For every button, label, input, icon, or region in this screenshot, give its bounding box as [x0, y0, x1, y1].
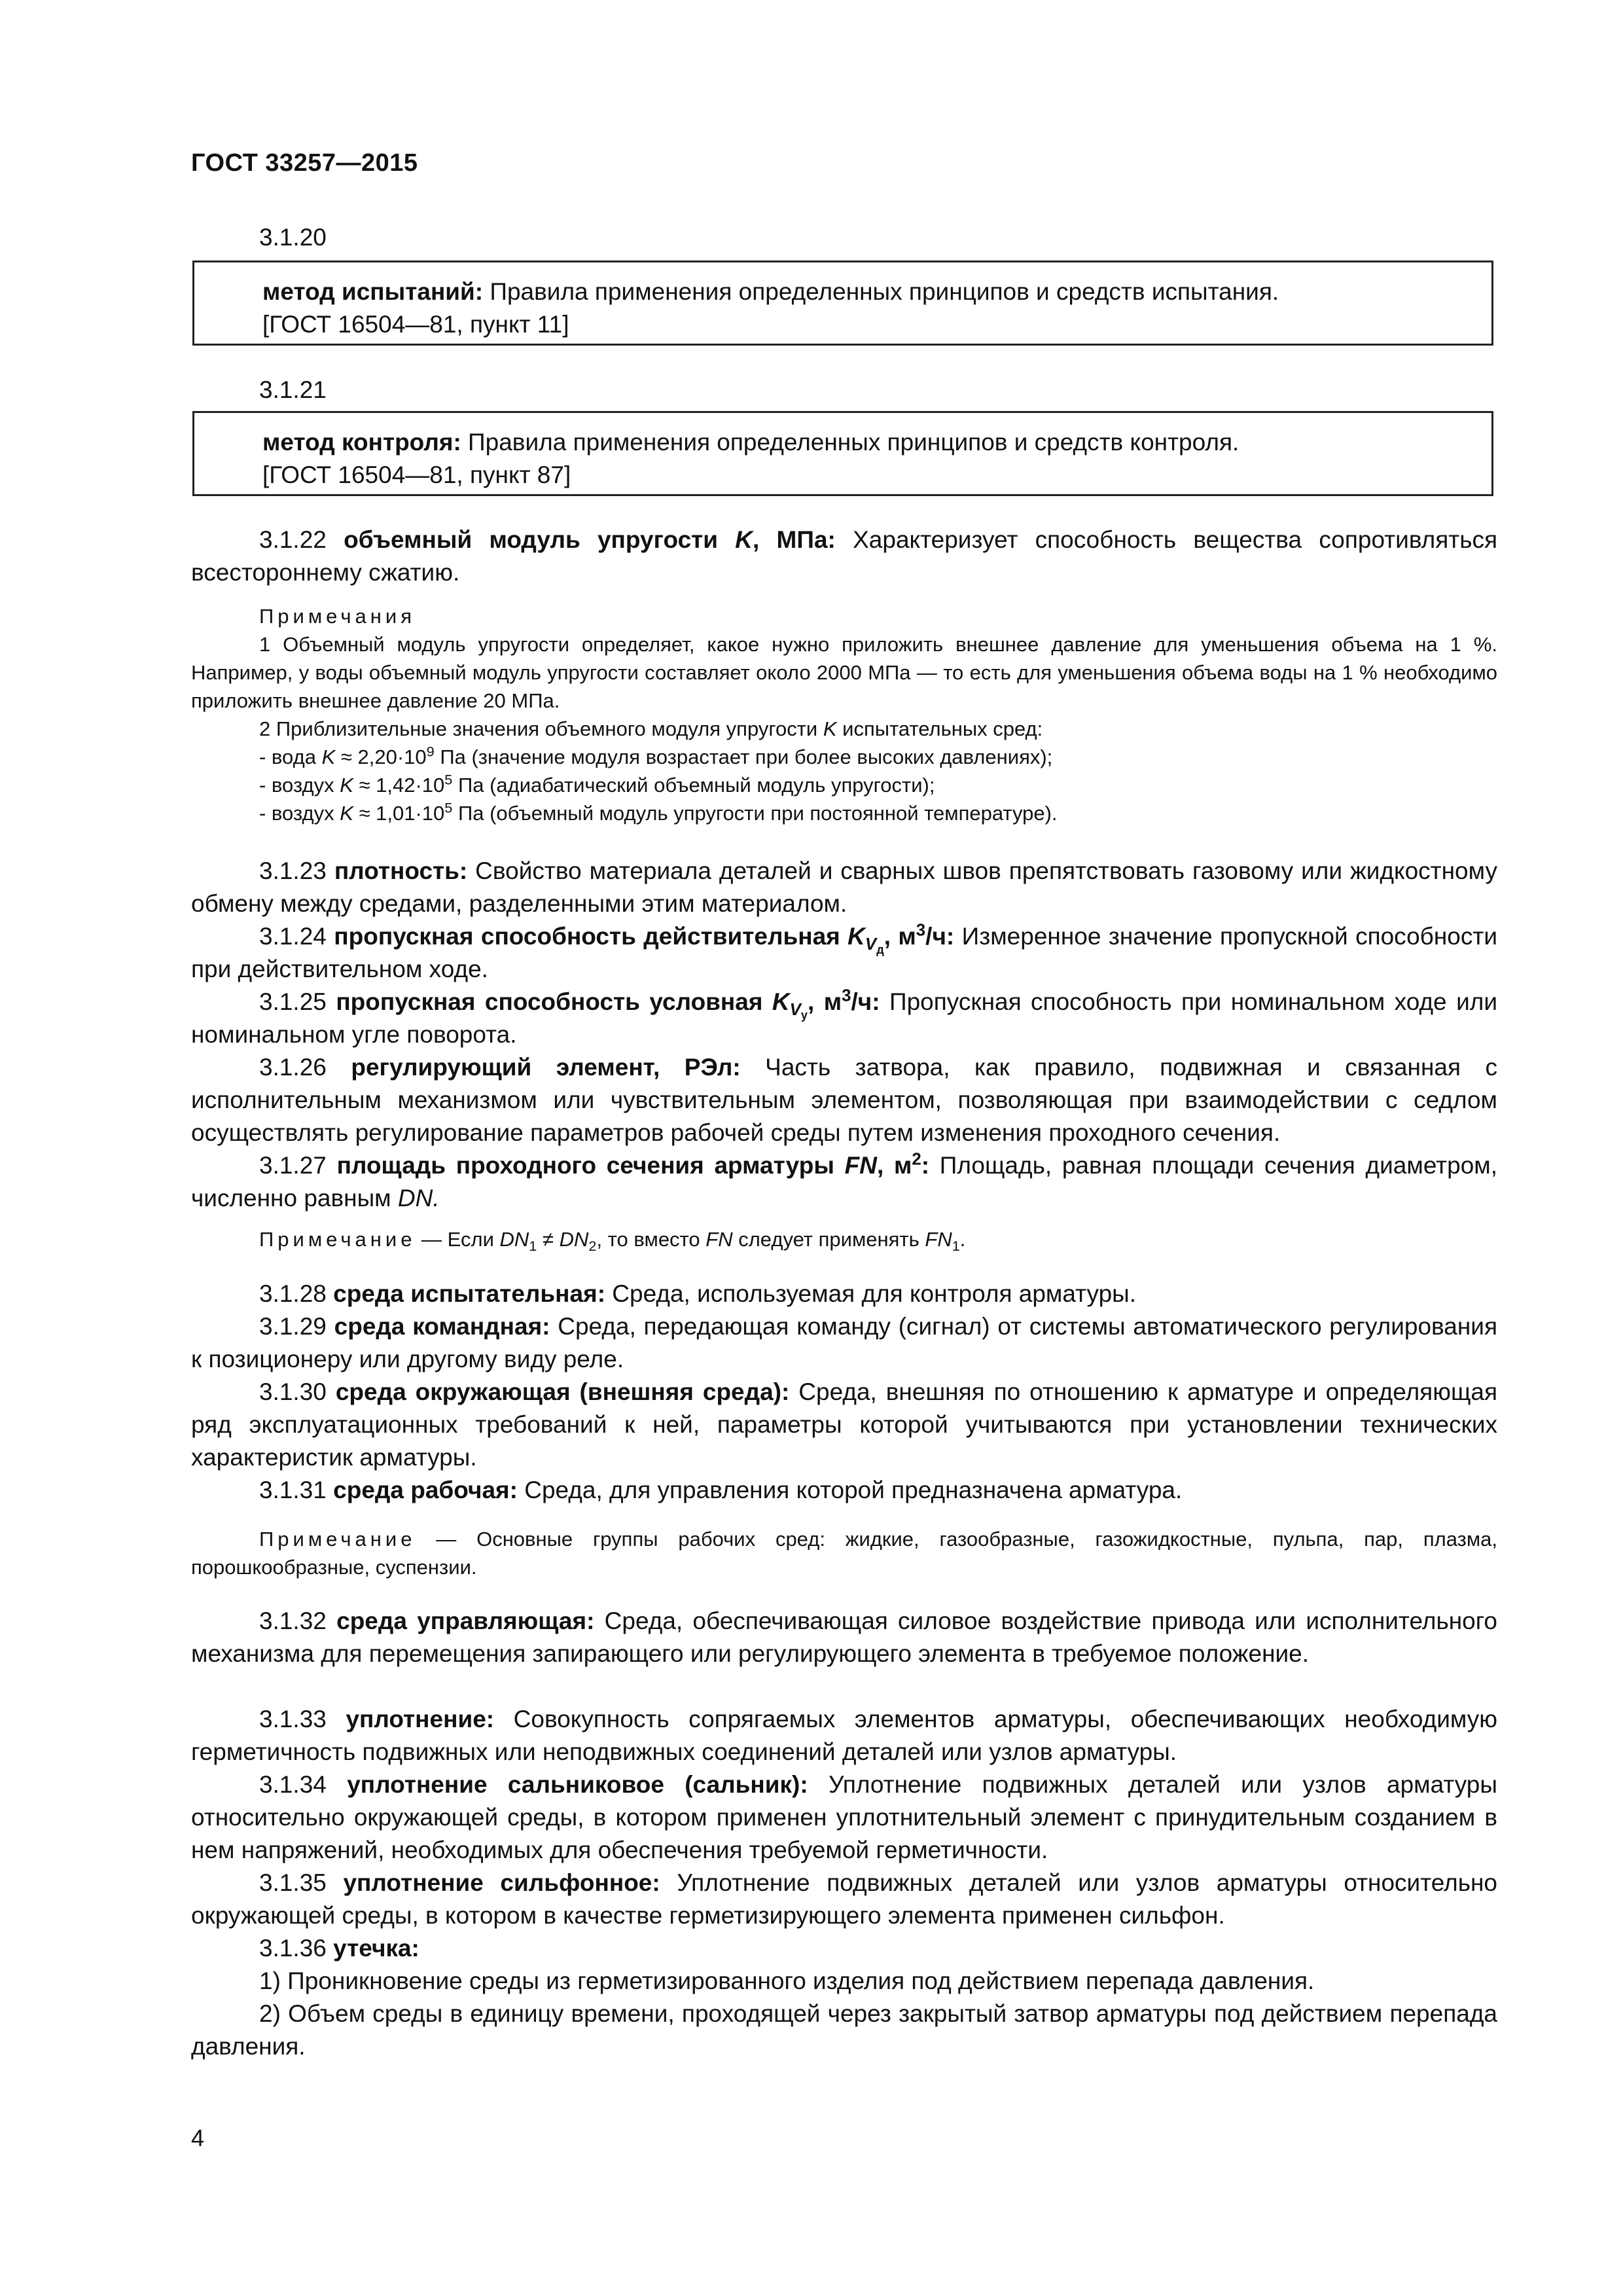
term-paragraph — [191, 1867, 1497, 1932]
term-title: уплотнение: — [346, 1706, 495, 1732]
note-list-item: - воздух $K \approx 1,42\cdot 10^5$ Па (адиабатический объемный модуль упругости); — [259, 771, 935, 797]
term-paragraph: 3.1.27 площадь проходного сечения арматуры FN, $м^2$: Площадь, равная площади сечения диаметром, численно равным DN. — [191, 1150, 1497, 1211]
document-header: ГОСТ 33257—2015 — [191, 149, 418, 177]
term-title: среда окружающая (внешняя среда): — [335, 1378, 790, 1405]
term-title: утечка: — [333, 1935, 419, 1962]
term-paragraph — [191, 855, 1497, 920]
term-number: 3.1.33 — [259, 1706, 346, 1732]
term-title: площадь проходного сечения арматуры — [336, 1152, 845, 1179]
notes-heading: Примечания — [259, 605, 416, 628]
term-paragraph — [191, 1932, 1497, 1965]
term-paragraph — [191, 1051, 1497, 1149]
term-definition: Среда, для управления которой предназначена арматура. — [517, 1477, 1183, 1503]
term-box — [192, 411, 1493, 496]
term-title: регулирующий элемент, РЭл: — [351, 1054, 741, 1081]
note-list-item: - воздух $K \approx 1,01\cdot 10^5$ Па (объемный модуль упругости при постоянной температуре). — [259, 799, 1058, 825]
term-number: 3.1.25 — [259, 988, 336, 1015]
term-reference: [ГОСТ 16504—81, пункт 87] — [262, 461, 571, 488]
term-title: уплотнение сальниковое (сальник): — [347, 1771, 808, 1798]
term-title: уплотнение сильфонное: — [343, 1869, 660, 1896]
term-title: объемный модуль упругости — [344, 526, 736, 553]
term-number: 3.1.35 — [259, 1869, 344, 1896]
notes-block — [191, 602, 1497, 827]
term-definition: Уплотнение подвижных деталей или узлов арматуры относительно окружающей среды, в котором применен уплотнительный элемент с принудительным созданием в нем напряжений, необходимых для обеспечения требуемой герметичности. — [191, 1771, 1497, 1863]
term-number: 3.1.22 — [259, 526, 344, 553]
term-title: плотность: — [334, 857, 468, 884]
term-paragraph — [191, 1474, 1497, 1507]
term-number: 3.1.34 — [259, 1771, 348, 1798]
term-definition: Характеризует способность вещества сопротивляться всестороннему сжатию. — [191, 526, 1498, 586]
term-title: пропускная способность действительная — [334, 923, 848, 950]
term-title: среда испытательная: — [333, 1280, 606, 1307]
note-item: Примечание — Если $DN_1 \ne DN_2$, то вместо FN следует применять $FN_1$. — [259, 1228, 966, 1255]
term-definition: Свойство материала деталей и сварных швов препятствовать газовому или жидкостному обмену между средами, разделенными этим материалом. — [191, 857, 1497, 917]
term-list-item: 1) Проникновение среды из герметизированного изделия под действием перепада давления. — [259, 1967, 1315, 1994]
term-number: 3.1.29 — [259, 1313, 334, 1340]
note-item: Примечание — Основные группы рабочих сред: жидкие, газообразные, газожидкостные, пульпа, пар, плазма, порошкообразные, суспензии. — [191, 1528, 1497, 1579]
term-definition: Правила применения определенных принципов и средств испытания. — [483, 278, 1279, 305]
term-paragraph — [191, 1703, 1497, 1768]
term-paragraph — [191, 1278, 1497, 1310]
term-number: 3.1.26 — [259, 1054, 351, 1081]
term-definition: Среда, обеспечивающая силовое воздействие привода или исполнительного механизма для перемещения запирающего или регулирующего элемента в требуемое положение. — [191, 1607, 1497, 1667]
term-definition: Правила применения определенных принципов и средств контроля. — [461, 429, 1240, 456]
term-title: пропускная способность условная — [336, 988, 772, 1015]
term-number: 3.1.27 — [259, 1152, 337, 1179]
term-list-item: 2) Объем среды в единицу времени, проходящей через закрытый затвор арматуры под действием перепада давления. — [191, 2000, 1497, 2060]
term-number: 3.1.30 — [259, 1378, 336, 1405]
note-block — [191, 1525, 1497, 1581]
term-title: среда рабочая: — [333, 1477, 518, 1503]
term-number: 3.1.31 — [259, 1477, 334, 1503]
term-box — [192, 260, 1493, 346]
term-paragraph — [191, 1605, 1497, 1670]
term-reference: [ГОСТ 16504—81, пункт 11] — [262, 311, 569, 338]
note-block — [191, 1225, 1497, 1253]
term-number: 3.1.20 — [259, 224, 327, 251]
term-definition: Часть затвора, как правило, подвижная и связанная с исполнительным механизмом или чувствительным элементом, позволяющая при взаимодействии с седлом осуществлять регулирование параметров рабочей среды путем изменения проходного сечения. — [191, 1054, 1498, 1146]
term-title: среда управляющая: — [336, 1607, 595, 1634]
page-number: 4 — [191, 2125, 205, 2151]
term-number: 3.1.32 — [259, 1607, 337, 1634]
term-paragraph — [191, 1768, 1497, 1867]
term-paragraph: 3.1.24 пропускная способность действительная $K_{V_д}$, $м^3/ч$: Измеренное значение пропускной способности при действительном ходе. — [191, 921, 1497, 982]
term-title: метод испытаний: — [262, 278, 484, 305]
term-paragraph — [191, 1376, 1497, 1474]
term-number: 3.1.23 — [259, 857, 334, 884]
term-definition: Пропускная способность при номинальном ходе или номинальном угле поворота. — [191, 988, 1497, 1048]
term-symbol: FN — [844, 1152, 877, 1179]
term-title: метод контроля: — [262, 429, 461, 456]
note-item: 1 Объемный модуль упругости определяет, какое нужно приложить внешнее давление для уменьшения объема на 1 %. Например, у воды объемный модуль упругости составляет около 2000 МПа — то есть для уменьшения объема воды на 1 % необходимо приложить внешнее давление 20 МПа. — [191, 633, 1497, 712]
term-number: 3.1.21 — [259, 376, 327, 403]
term-symbol: K — [847, 923, 865, 950]
term-title: среда командная: — [334, 1313, 550, 1340]
term-paragraph — [191, 1310, 1497, 1376]
term-definition: Среда, передающая команду (сигнал) от системы автоматического регулирования к позиционеру или другому виду реле. — [191, 1313, 1498, 1372]
term-definition: Среда, используемая для контроля арматуры. — [605, 1280, 1137, 1307]
term-number: 3.1.36 — [259, 1935, 334, 1962]
term-paragraph: 3.1.25 пропускная способность условная $K_{V_у}$, $м^3/ч$: Пропускная способность при номинальном ходе или номинальном угле поворота. — [191, 986, 1497, 1048]
term-definition: Уплотнение подвижных деталей или узлов арматуры относительно окружающей среды, в котором в качестве герметизирующего элемента применен сильфон. — [191, 1869, 1497, 1929]
term-definition: Измеренное значение пропускной способности при действительном ходе. — [191, 923, 1497, 982]
term-symbol: K — [772, 988, 790, 1015]
term-symbol: K — [735, 526, 753, 553]
note-item: 2 Приблизительные значения объемного модуля упругости K испытательных сред: — [259, 717, 1043, 740]
term-definition: Среда, внешняя по отношению к арматуре и определяющая ряд эксплуатационных требований к ней, параметры которой учитываются при установлении технических характеристик арматуры. — [191, 1378, 1497, 1471]
term-definition: Площадь, равная площади сечения диаметром, численно равным — [191, 1152, 1497, 1211]
term-number: 3.1.28 — [259, 1280, 334, 1307]
term-paragraph — [191, 524, 1497, 589]
term-unit: , МПа: — [753, 526, 836, 553]
note-list-item: - вода $K \approx 2,20\cdot 10^9$ Па (значение модуля возрастает при более высоких давлениях); — [259, 743, 1053, 768]
term-definition: Совокупность сопрягаемых элементов арматуры, обеспечивающих необходимую герметичность подвижных или неподвижных соединений деталей или узлов арматуры. — [191, 1706, 1497, 1765]
term-number: 3.1.24 — [259, 923, 334, 950]
